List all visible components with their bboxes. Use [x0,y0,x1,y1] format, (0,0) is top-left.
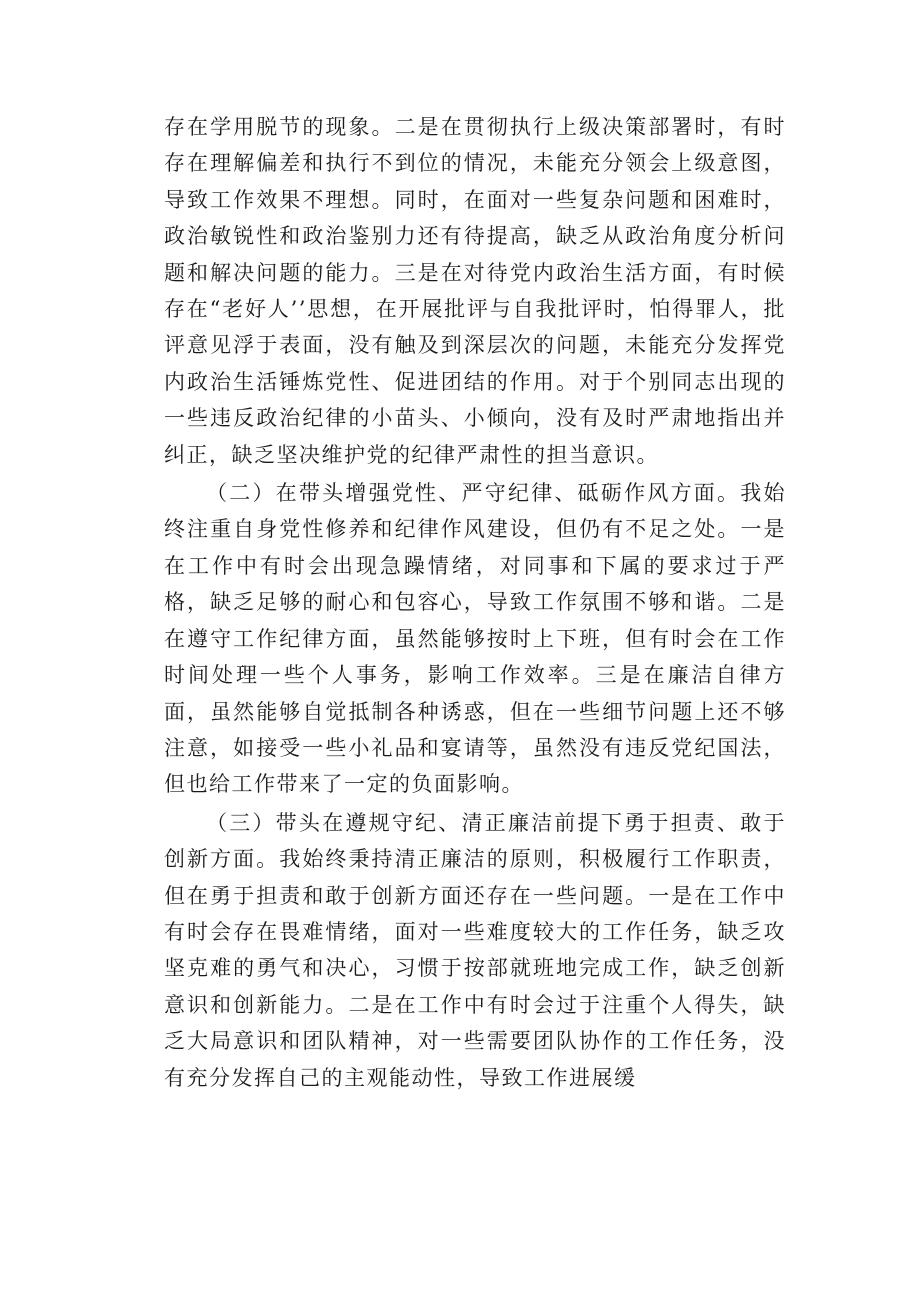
paragraph-section-three: （三）带头在遵规守纪、清正廉洁前提下勇于担责、敢于创新方面。我始终秉持清正廉洁的原则，积极履行工作职责，但在勇于担责和敢于创新方面还存在一些问题。一是在工作中有时会存在畏难情绪，面对一些难度较大的工作任务，缺乏攻坚克难的勇气和决心，习惯于按部就班地完成工作，缺乏创新意识和创新能力。二是在工作中有时会过于注重个人得失，缺乏大局意识和团队精神，对一些需要团队协作的工作任务，没有充分发挥自己的主观能动性，导致工作进展缓 [164,810,786,1090]
paragraph-continuation: 存在学用脱节的现象。二是在贯彻执行上级决策部署时，有时存在理解偏差和执行不到位的情况，未能充分领会上级意图，导致工作效果不理想。同时，在面对一些复杂问题和困难时，政治敏锐性和政治鉴别力还有待提高，缺乏从政治角度分析问题和解决问题的能力。三是在对待党内政治生活方面，有时候存在“老好人’’思想，在开展批评与自我批评时，怕得罪人，批评意见浮于表面，没有触及到深层次的问题，未能充分发挥党内政治生活锤炼党性、促进团结的作用。对于个别同志出现的一些违反政治纪律的小苗头、小倾向，没有及时严肃地指出并纠正，缺乏坚决维护党的纪律严肃性的担当意识。 [164,115,786,467]
document-body [164,109,786,1096]
paragraph-section-two: （二）在带头增强党性、严守纪律、砥砺作风方面。我始终注重自身党性修养和纪律作风建设，但仍有不足之处。一是在工作中有时会出现急躁情绪，对同事和下属的要求过于严格，缺乏足够的耐心和包容心，导致工作氛围不够和谐。二是在遵守工作纪律方面，虽然能够按时上下班，但有时会在工作时间处理一些个人事务，影响工作效率。三是在廉洁自律方面，虽然能够自觉抵制各种诱惑，但在一些细节问题上还不够注意，如接受一些小礼品和宴请等，虽然没有违反党纪国法，但也给工作带来了一定的负面影响。 [164,481,786,797]
